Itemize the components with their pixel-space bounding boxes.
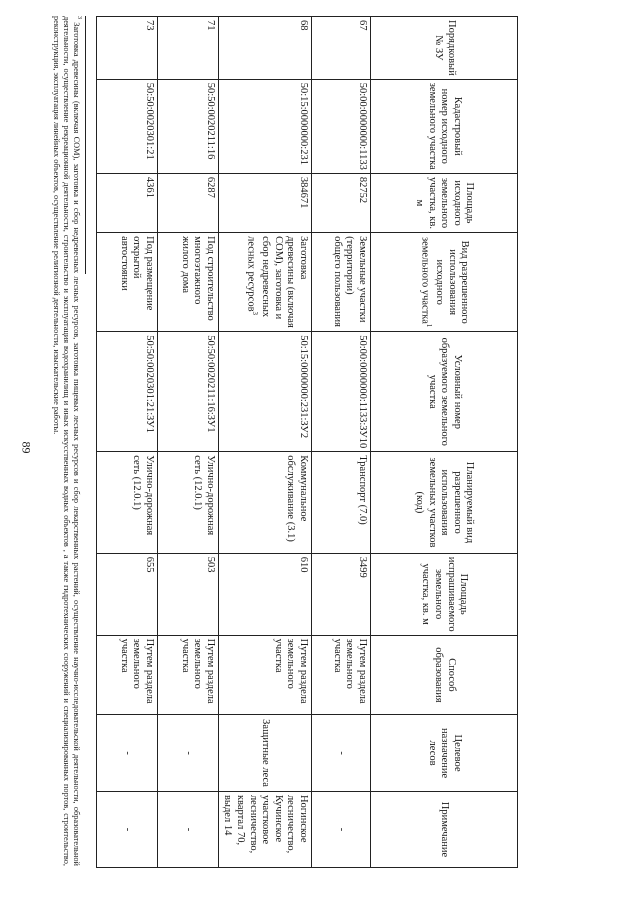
header-cell [371, 233, 518, 332]
table-row [157, 17, 218, 868]
cell-planned-use: Улично-дорожная сеть (12.0.1) [96, 452, 157, 554]
header-cell: Площадь испрашиваемого земельного участка, кв. м [371, 553, 518, 635]
cell-area-req: 610 [218, 553, 311, 635]
cell-area-req: 503 [157, 553, 218, 635]
cell-cadastral: 50:50:0020211:16 [157, 79, 218, 173]
header-cell: Примечание [371, 791, 518, 867]
page-number: 89 [19, 441, 34, 454]
header-cell: Планируемый вид разрешенного использования земельных участков (код) [371, 452, 518, 554]
land-plots-table [96, 16, 518, 868]
cell-new-num: 50:00:0000000:1133:ЗУ10 [312, 332, 371, 452]
header-cell: Способ образования [371, 635, 518, 715]
table-row [96, 17, 157, 868]
cell-use-src-text: Заготовка древесины (включая СОМ), заготовка и сбор недревесных лесных ресурсов [245, 236, 309, 328]
cell-forest-purpose: - [312, 715, 371, 792]
header-cell: Целевое назначение лесов [371, 715, 518, 792]
table-row [312, 17, 371, 868]
cell-method: Путем раздела земельного участка [218, 635, 311, 715]
cell-new-num: 50:50:0020301:21:ЗУ1 [96, 332, 157, 452]
cell-area-src: 4361 [96, 173, 157, 232]
cell-num: 73 [96, 17, 157, 80]
cell-new-num: 50:50:0020211:16:ЗУ1 [157, 332, 218, 452]
cell-cadastral: 50:50:0020301:21 [96, 79, 157, 173]
footnote-ref: 3 [250, 311, 259, 316]
cell-planned-use: Коммунальное обслуживание (3.1) [218, 452, 311, 554]
footnote-text: Заготовка древесины (включая СОМ), заготовка и сбор недревесных лесных ресурсов, заготовка пищевых лесных ресурсов и сбор лекарственных растений, осуществление научно-исследовательской деятельности, образовательной деятельности, осуществление рекреационной деятельности, строительство и эксплуатация водохранилищ и иных искусственных водных объектов , а также гидротехнических сооружений и специализированных портов, строительство, реконструкция, эксплуатация линейных объектов, осуществление религиозной деятельности, изыскательские работы. [51, 16, 82, 866]
cell-num: 71 [157, 17, 218, 80]
cell-use-src: Под строительство многоэтажного жилого дома [157, 233, 218, 332]
cell-note: - [312, 791, 371, 867]
cell-method: Путем раздела земельного участка [157, 635, 218, 715]
cell-new-num: 50:15:0000000:231:ЗУ2 [218, 332, 311, 452]
cell-cadastral: 50:15:0000000:231 [218, 79, 311, 173]
document-sheet [50, 16, 518, 868]
cell-use-src: Под размещение открытой автостоянки [96, 233, 157, 332]
cell-area-src: 384671 [218, 173, 311, 232]
header-cell: Условный номер образуемого земельного участка [371, 332, 518, 452]
cell-planned-use: Транспорт (7.0) [312, 452, 371, 554]
table-row [218, 17, 311, 868]
cell-use-src: Земельные участки (территории) общего пользования [312, 233, 371, 332]
cell-area-src: 6287 [157, 173, 218, 232]
cell-area-src: 82752 [312, 173, 371, 232]
cell-area-req: 655 [96, 553, 157, 635]
cell-method: Путем раздела земельного участка [96, 635, 157, 715]
cell-num: 67 [312, 17, 371, 80]
cell-method: Путем раздела земельного участка [312, 635, 371, 715]
cell-forest-purpose: Защитные леса [218, 715, 311, 792]
cell-cadastral: 50:00:0000000:1133 [312, 79, 371, 173]
header-cell: Порядковый № ЗУ [371, 17, 518, 80]
cell-area-req: 3499 [312, 553, 371, 635]
header-cell: Площадь исходного земельного участка, кв. м [371, 173, 518, 232]
cell-forest-purpose: - [96, 715, 157, 792]
header-text: Вид разрешенного использования исходного земельного участка [419, 236, 471, 324]
cell-note: - [157, 791, 218, 867]
footnote [50, 16, 82, 866]
footnote-divider [85, 16, 86, 274]
cell-note: Ногинское лесничество, Кучинское участковое лесничество, квартал 70, выдел 14 [218, 791, 311, 867]
cell-use-src [218, 233, 311, 332]
cell-planned-use: Улично-дорожная сеть (12.0.1) [157, 452, 218, 554]
cell-num: 68 [218, 17, 311, 80]
footnote-ref: 1 [424, 323, 433, 328]
table-header-row [371, 17, 518, 868]
footnote-marker: 3 [76, 16, 82, 19]
cell-note: - [96, 791, 157, 867]
header-cell: Кадастровый номер исходного земельного участка [371, 79, 518, 173]
cell-forest-purpose: - [157, 715, 218, 792]
